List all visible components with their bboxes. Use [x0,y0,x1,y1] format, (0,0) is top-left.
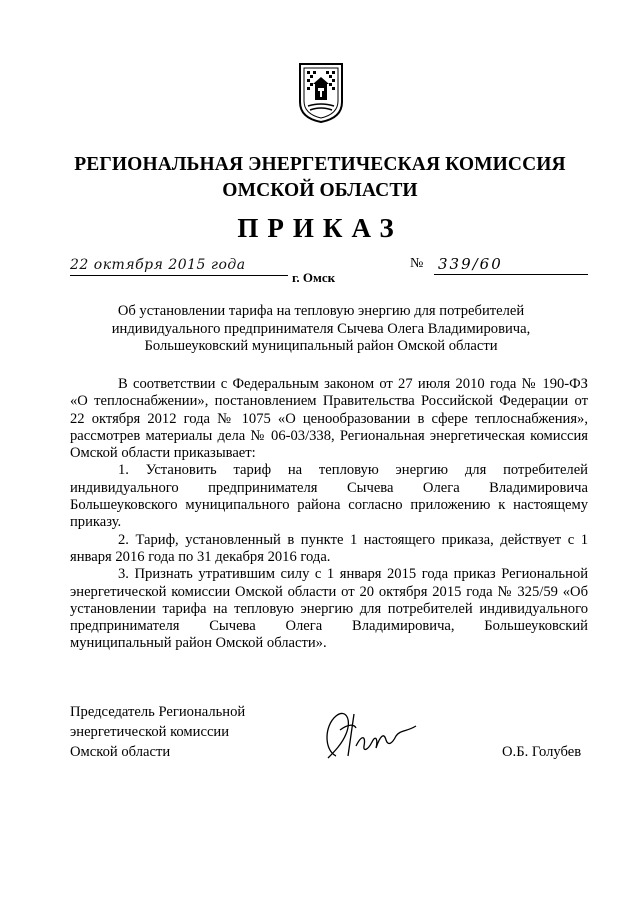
body-intro: В соответствии с Федеральным законом от 27 июля 2010 года № 190-ФЗ «О теплоснабжении», постановлением Правительства Российской Федерации от 22 октября 2012 года № 1075 «О ценообразовании в сфере теплоснабжения», рассмотрев материалы дела № 06-03/338, Региональная энергетическая комиссия Омской области приказывает: [70,376,588,462]
number-sign: № [410,256,424,271]
body-item-2: 2. Тариф, установленный в пункте 1 настоящего приказа, действует с 1 января 2016 года по 31 декабря 2016 года. [70,531,588,565]
signer-position-line-3: Омской области [70,744,171,760]
handwritten-date: 22 октября 2015 года [70,257,246,273]
org-line-1: РЕГИОНАЛЬНАЯ ЭНЕРГЕТИЧЕСКАЯ КОМИССИЯ [74,154,566,175]
signer-position [70,702,245,762]
subject-line-1: Об установлении тарифа на тепловую энергию для потребителей [117,303,525,319]
omsk-coat-of-arms-icon [298,62,344,124]
date-underline [70,275,288,276]
body-item-3: 3. Признать утратившим силу с 1 января 2015 года приказ Региональной энергетической комиссии Омской области от 20 октября 2015 года № 325/59 «Об установлении тарифа на тепловую энергию для потребителей индивидуального предпринимателя Сычева Олега Владимировича, Большеуковский муниципальный район Омской области». [70,566,588,652]
org-line-2: ОМСКОЙ ОБЛАСТИ [222,180,418,201]
handwritten-number: 339/60 [438,255,503,273]
document-type: ПРИКАЗ [237,213,403,243]
body-item-1: 1. Установить тариф на тепловую энергию для потребителей индивидуального предпринимателя Сычева Олега Владимировича Большеуковского муниципального района согласно приложению к настоящему приказу. [70,462,588,531]
number-underline [434,274,588,275]
handwritten-signature [318,706,422,762]
subject-line-3: Большеуковский муниципальный район Омской области [144,338,498,354]
organization-name [60,152,580,204]
subject-line-2: индивидуального предпринимателя Сычева Олега Владимировича, [111,320,531,337]
signer-name: О.Б. Голубев [502,744,582,760]
document-subject [70,303,572,356]
signer-position-line-2: энергетической комиссии [70,724,230,740]
signer-position-line-1: Председатель Региональной [70,704,246,720]
document-number [410,255,588,279]
document-date [70,256,290,280]
document-body [70,376,588,653]
city-label: г. Омск [292,270,336,285]
